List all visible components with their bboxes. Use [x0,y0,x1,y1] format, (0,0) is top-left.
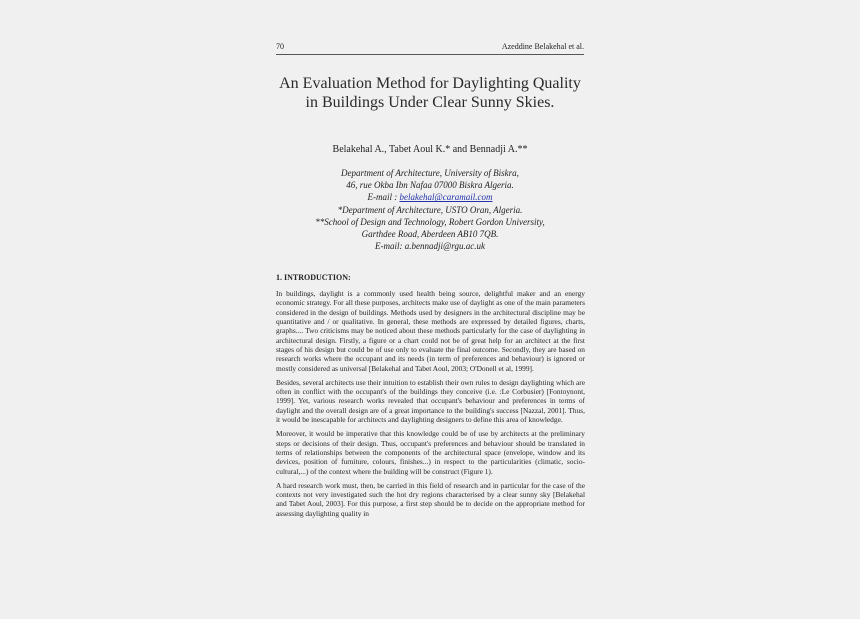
email-line [276,191,584,203]
page-number: 70 [276,42,284,51]
paragraph: Besides, several architects use their intuition to establish their own rules to design daylighting which are often in conflict with the occupant's of the buildings they conceive (i.e. :Le Corbusier) [Fontoynont, 1999]. Yet, various research works revealed that occupant's behaviour and preferences in terms of daylight and the overall design are of a great importance to the building's success [Nazzal, 2001]. Thus, it would be inescapable for architects and daylighting designers to define this area of knowledge. [276,377,585,425]
email-prefix: E-mail : [367,192,400,203]
section-heading: 1. INTRODUCTION: [276,273,351,282]
affiliation-line: *Department of Architecture, USTO Oran, Algeria. [337,204,523,215]
body-text [276,289,585,589]
affiliation-line: Department of Architecture, University of Biskra, [341,168,519,178]
paragraph: A hard research work must, then, be carried in this field of research and in particular for the case of the contexts not very investigated such the hot dry regions characterised by a clear sunny sky [Belakehal and Tabet Aoul, 2003]. For this purpose, a first step should be to decide on the appropriate method for assessing daylighting quality in [276,480,585,518]
affiliation-line: 46, rue Okba Ibn Nafaa 07000 Biskra Algeria. [346,180,514,191]
paragraph: Moreover, it would be imperative that this knowledge could be of use by architects at the preliminary steps or decisions of their design. Thus, occupant's preferences and behaviour should be translated in terms of relationships between the components of the architectural space (envelope, window and its devices, position of furniture, colours, finishes...) in respect to the particularities (climatic, socio-cultural,...) of the context where the building will be construct (Figure 1). [276,429,585,476]
running-author: Azeddine Belakehal et al. [501,42,584,51]
paper-title: An Evaluation Method for Daylighting Quality in Buildings Under Clear Sunny Skies. [279,75,581,111]
paragraph: In buildings, daylight is a commonly used health being source, delightful maker and an energy economic strategy. For all these purposes, architects make use of daylight as one of the main parameters considered in the design of buildings. Methods used by designers in the architectural discipline may be quantitative and / or qualitative. In general, these methods are expressed by detailed figures, charts, graphs.... Two criticisms may be noticed about these methods particularly for the case of daylighting in architectural design. Firstly, a figure or a chart could not be of great help for an architect at the first stages of his design but could be of use only to evaluate the final outcome. Secondly, they are based on research works where the occupant and its needs (in term of preferences and behaviour) is ignored or mostly considered as universal [Belakehal and Tabet Aoul, 2003; O'Donell et al, 1999]. [276,289,585,373]
running-header [276,40,584,55]
affiliation-line: Garthdee Road, Aberdeen AB10 7QB. [361,229,499,240]
affiliations [276,167,584,252]
author-list: Belakehal A., Tabet Aoul K.* and Bennadji A.** [332,144,528,155]
email-link[interactable]: belakehal@caramail.com [399,192,493,203]
email-line: E-mail: a.bennadji@rgu.ac.uk [375,241,485,252]
affiliation-line: **School of Design and Technology, Robert Gordon University, [315,216,545,227]
